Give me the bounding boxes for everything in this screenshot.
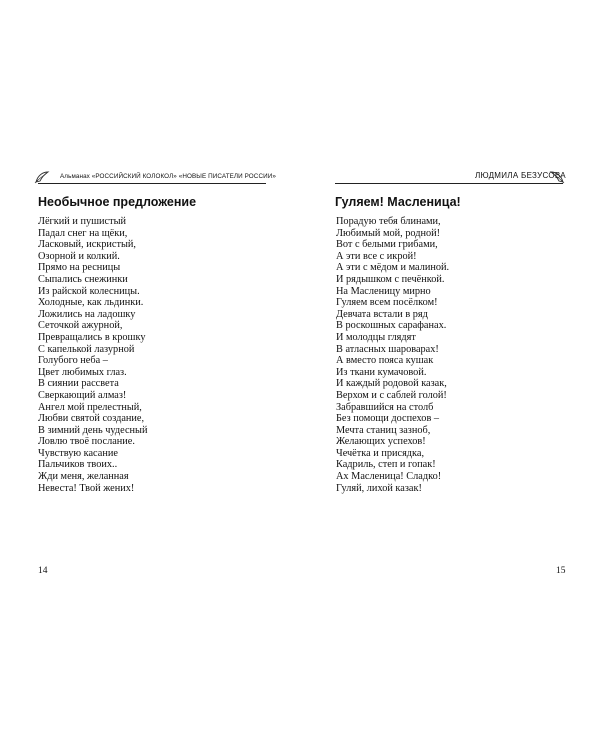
poem-line: Сыпались снежинки (38, 273, 128, 285)
poem-text (336, 216, 449, 494)
poem-title: Необычное предложение (38, 195, 197, 209)
poem-line: А эти все с икрой! (336, 250, 417, 262)
poem-line: Чечётка и присядка, (336, 447, 425, 459)
poem-line: Забравшийся на столб (336, 401, 434, 413)
running-header: ЛЮДМИЛА БЕЗУСОВА (475, 171, 566, 180)
poem-line: А вместо пояса кушак (336, 355, 434, 367)
poem-line: Превращались в крошку (38, 331, 146, 343)
poem-line: Без помощи доспехов – (336, 413, 440, 425)
poem-line: Холодные, как льдинки. (38, 297, 144, 309)
poem-line: Пальчиков твоих.. (38, 459, 118, 471)
page-number: 15 (556, 566, 566, 576)
poem-line: Прямо на ресницы (38, 262, 121, 274)
header-divider (335, 183, 563, 184)
poem-line: Любимый мой, родной! (336, 227, 441, 239)
poem-line: Цвет любимых глаз. (38, 366, 127, 378)
poem-line: А эти с мёдом и малиной. (336, 262, 450, 274)
poem-line: Гуляй, лихой казак! (336, 482, 422, 494)
poem-text (38, 216, 148, 494)
header-divider (38, 183, 266, 184)
poem-line: Невеста! Твой жених! (38, 482, 135, 494)
poem-line: Озорной и колкий. (38, 250, 120, 262)
right-page (300, 0, 600, 750)
running-header: Альманах «РОССИЙСКИЙ КОЛОКОЛ» «НОВЫЕ ПИСАТЕЛИ РОССИИ» (60, 173, 276, 180)
poem-line: И каждый родовой казак, (336, 378, 447, 390)
poem-line: На Масленицу мирно (336, 285, 431, 297)
page-number: 14 (38, 566, 48, 576)
poem-line: Сеточкой ажурной, (38, 320, 123, 332)
poem-line: И рядышком с печёнкой. (336, 273, 445, 285)
poem-line: Ах Масленица! Сладко! (336, 471, 442, 483)
poem-line: Девчата встали в ряд (336, 308, 428, 320)
poem-line: Порадую тебя блинами, (336, 216, 441, 227)
poem-line: Вот с белыми грибами, (336, 239, 438, 251)
poem-line: Ловлю твоё послание. (38, 436, 135, 448)
poem-line: Верхом и с саблей голой! (336, 389, 447, 401)
poem-line: Жди меня, желанная (38, 471, 129, 483)
poem-line: Ангел мой прелестный, (38, 401, 142, 413)
poem-line: Кадриль, степ и гопак! (336, 459, 436, 471)
poem-line: Мечта станиц зазноб, (336, 424, 431, 436)
poem-line: Ложились на ладошку (38, 308, 136, 320)
poem-line: Голубого неба – (38, 355, 108, 367)
poem-line: Падал снег на щёки, (38, 227, 128, 239)
poem-line: Из райской колесницы. (38, 285, 140, 297)
poem-line: В роскошных сарафанах. (336, 320, 447, 332)
poem-line: Любви святой создание, (38, 413, 145, 425)
poem-line: В зимний день чудесный (38, 424, 148, 436)
poem-line: Лёгкий и пушистый (38, 216, 127, 227)
poem-title: Гуляем! Масленица! (335, 195, 461, 209)
poem-line: Ласковый, искристый, (38, 239, 137, 251)
poem-line: И молодцы глядят (336, 331, 416, 343)
poem-line: Чувствую касание (38, 447, 118, 459)
poem-line: Сверкающий алмаз! (38, 389, 127, 401)
poem-line: Из ткани кумачовой. (336, 366, 427, 378)
poem-line: Гуляем всем посёлком! (336, 297, 438, 309)
poem-line: С капелькой лазурной (38, 343, 135, 355)
poem-line: В атласных шароварах! (336, 343, 439, 355)
poem-line: В сиянии рассвета (38, 378, 119, 390)
poem-line: Желающих успехов! (336, 436, 426, 448)
